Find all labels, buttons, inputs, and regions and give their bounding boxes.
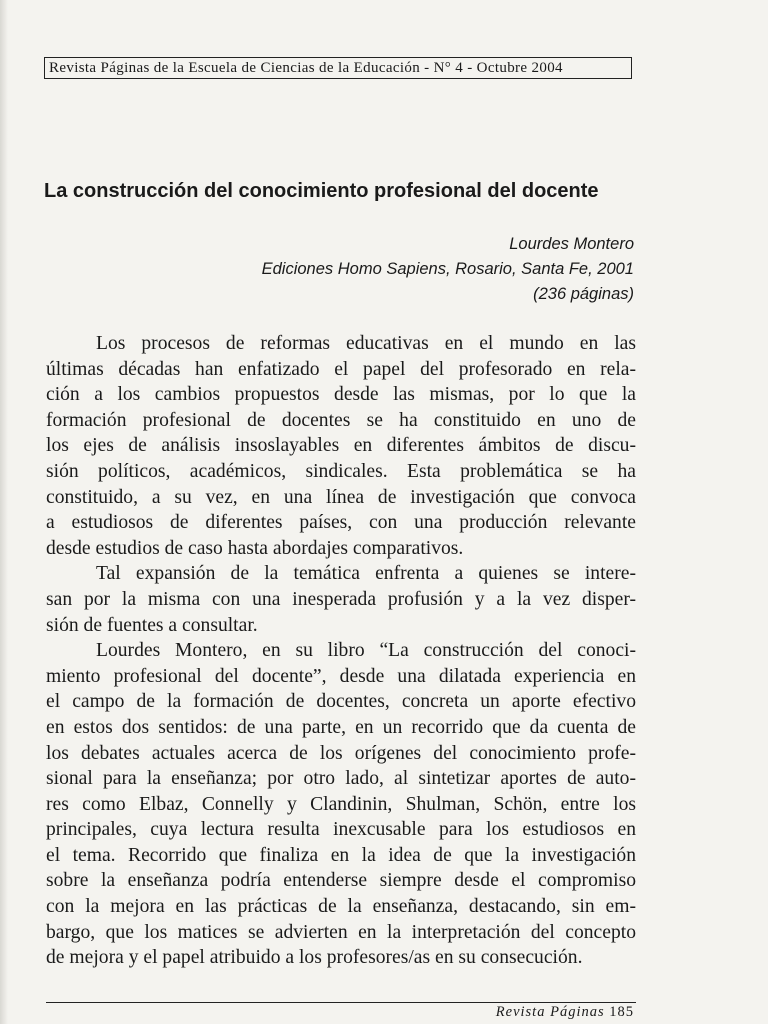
review-body <box>46 331 636 971</box>
body-line: el tema. Recorrido que finaliza en la idea de que la investigación <box>46 844 636 866</box>
footer-journal-name: Revista Páginas <box>495 1004 605 1020</box>
running-header <box>44 57 632 79</box>
page-footer <box>496 1003 634 1021</box>
body-line: miento profesional del docente”, desde una dilatada experiencia en <box>46 665 636 687</box>
body-line: los ejes de análisis insoslayables en diferentes ámbitos de discu- <box>46 435 636 457</box>
body-paragraph <box>46 638 636 971</box>
body-line: el campo de la formación de docentes, concreta un aporte efectivo <box>46 691 636 713</box>
body-line: Lourdes Montero, en su libro “La construcción del conoci- <box>96 640 636 662</box>
body-line: principales, cuya lectura resulta inexcusable para los estudiosos en <box>46 819 636 841</box>
body-line: con la mejora en las prácticas de la enseñanza, destacando, sin em- <box>46 896 636 918</box>
page-edge-shadow <box>0 0 8 1024</box>
page-count: (236 páginas) <box>533 285 634 303</box>
body-paragraph <box>46 331 636 561</box>
body-line: sión políticos, académicos, sindicales. Esta problemática se ha <box>46 460 636 482</box>
body-line: Los procesos de reformas educativas en el mundo en las <box>96 333 636 354</box>
body-line: a estudiosos de diferentes países, con una producción relevante <box>46 512 636 534</box>
body-line: de mejora y el papel atribuido a los profesores/as en su consecución. <box>46 947 583 969</box>
body-line: en estos dos sentidos: de una parte, en un recorrido que da cuenta de <box>46 716 636 738</box>
body-line: constituido, a su vez, en una línea de investigación que convoca <box>46 486 636 508</box>
body-line: ción a los cambios propuestos desde las mismas, por lo que la <box>46 384 636 406</box>
article-title: La construcción del conocimiento profesional del docente <box>44 180 599 202</box>
body-line: res como Elbaz, Connelly y Clandinin, Shulman, Schön, entre los <box>46 793 636 815</box>
body-line: sional para la enseñanza; por otro lado, al sintetizar aportes de auto- <box>46 768 636 790</box>
body-line: bargo, que los matices se advierten en la interpretación del concepto <box>46 921 636 943</box>
footer-page-number: 185 <box>609 1004 634 1020</box>
body-line: formación profesional de docentes se ha constituido en uno de <box>46 409 636 431</box>
publisher-info: Ediciones Homo Sapiens, Rosario, Santa Fe, 2001 <box>261 260 634 278</box>
body-line: sión de fuentes a consultar. <box>46 614 258 636</box>
body-line: últimas décadas han enfatizado el papel del profesorado en rela- <box>46 358 636 380</box>
book-citation <box>154 232 634 307</box>
running-header-text: Revista Páginas de la Escuela de Ciencias de la Educación - N° 4 - Octubre 2004 <box>49 60 563 76</box>
body-line: desde estudios de caso hasta abordajes comparativos. <box>46 537 464 559</box>
author-name: Lourdes Montero <box>509 235 634 253</box>
body-line: Tal expansión de la temática enfrenta a quienes se intere- <box>96 563 636 585</box>
body-line: los debates actuales acerca de los orígenes del conocimiento profe- <box>46 742 636 764</box>
body-line: san por la misma con una inesperada profusión y a la vez disper- <box>46 588 636 610</box>
body-line: sobre la enseñanza podría entenderse siempre desde el compromiso <box>46 870 636 892</box>
body-paragraph <box>46 561 636 638</box>
